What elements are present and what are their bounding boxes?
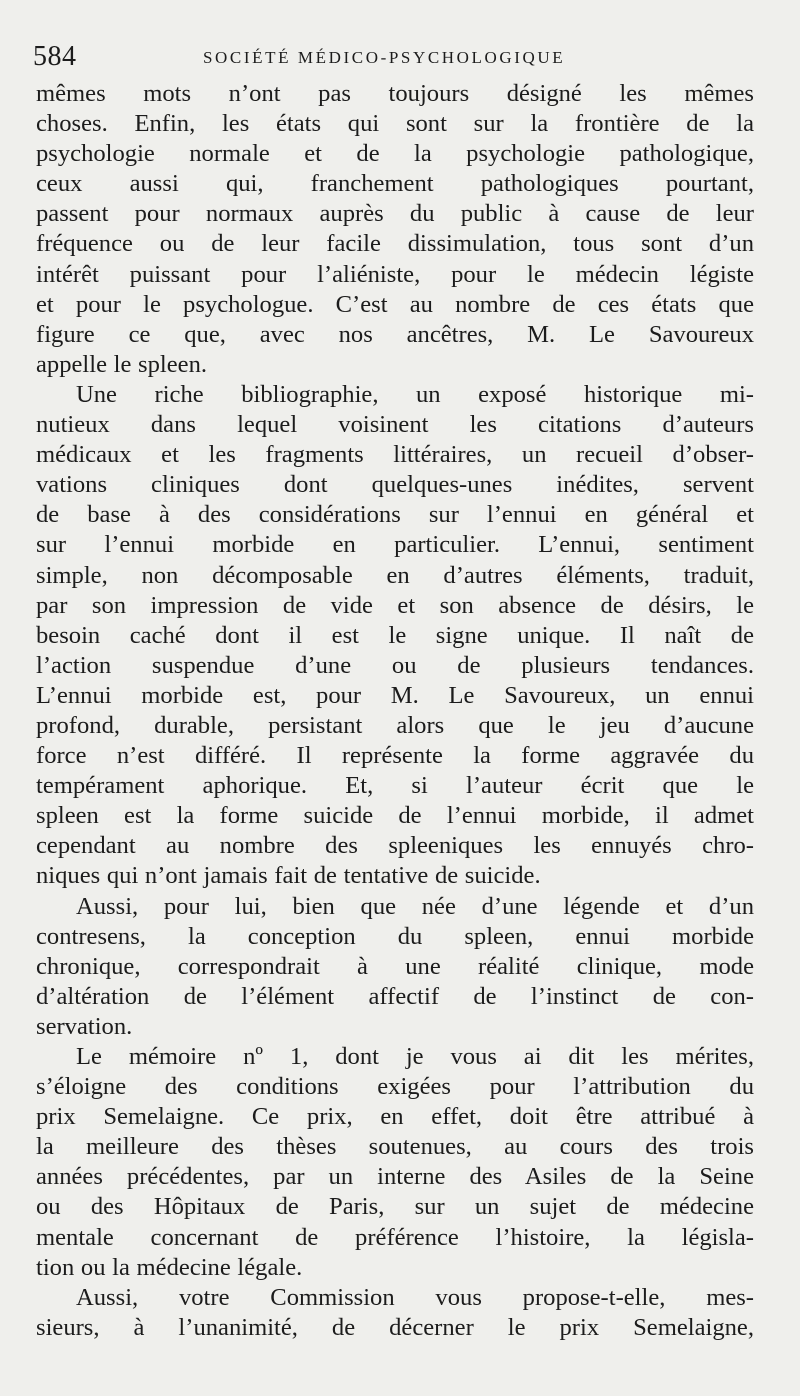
text-line: et pour le psychologue. C’est au nombre de ces états que <box>36 290 754 318</box>
page-number: 584 <box>33 41 77 72</box>
text-line: vations cliniques dont quelques-unes inédites, servent <box>36 471 754 499</box>
text-line: chronique, correspondrait à une réalité clinique, mode <box>36 952 754 980</box>
text-line: nutieux dans lequel voisinent les citations d’auteurs <box>36 411 754 439</box>
text-line: force n’est différé. Il représente la forme aggravée du <box>36 742 754 770</box>
text-line: choses. Enfin, les états qui sont sur la frontière de la <box>36 110 754 138</box>
text-line: Une riche bibliographie, un exposé historique mi- <box>76 380 754 408</box>
text-line: prix Semelaigne. Ce prix, en effet, doit être attribué à <box>36 1103 754 1131</box>
text-line: par son impression de vide et son absence de désirs, le <box>36 591 754 619</box>
running-title: SOCIÉTÉ MÉDICO-PSYCHOLOGIQUE <box>203 48 566 67</box>
text-line: simple, non décomposable en d’autres éléments, traduit, <box>36 561 754 589</box>
text-line: passent pour normaux auprès du public à cause de leur <box>36 200 754 228</box>
text-line: ceux aussi qui, franchement pathologiques pourtant, <box>36 170 754 198</box>
text-line: fréquence ou de leur facile dissimulation, tous sont d’un <box>36 230 754 258</box>
text-line: s’éloigne des conditions exigées pour l’attribution du <box>36 1073 754 1101</box>
text-line: tempérament aphorique. Et, si l’auteur écrit que le <box>36 772 754 800</box>
text-line: spleen est la forme suicide de l’ennui morbide, il admet <box>36 802 754 830</box>
text-line: Le mémoire nº 1, dont je vous ai dit les mérites, <box>76 1043 754 1070</box>
text-line: sieurs, à l’unanimité, de décerner le prix Semelaigne, <box>36 1313 754 1341</box>
text-line: tion ou la médecine légale. <box>36 1253 303 1281</box>
text-line: la meilleure des thèses soutenues, au cours des trois <box>36 1133 754 1161</box>
text-line: mêmes mots n’ont pas toujours désigné les mêmes <box>36 80 754 107</box>
text-line: contresens, la conception du spleen, ennui morbide <box>36 922 754 950</box>
text-line: médicaux et les fragments littéraires, un recueil d’obser- <box>36 441 754 469</box>
text-line: l’action suspendue d’une ou de plusieurs tendances. <box>36 651 754 679</box>
text-line: servation. <box>36 1012 133 1040</box>
text-line: psychologie normale et de la psychologie pathologique, <box>36 140 754 168</box>
text-line: ou des Hôpitaux de Paris, sur un sujet de médecine <box>36 1193 754 1221</box>
body-text <box>36 79 754 1343</box>
text-line: profond, durable, persistant alors que le jeu d’aucune <box>36 711 754 739</box>
text-line: Aussi, votre Commission vous propose-t-elle, mes- <box>76 1283 754 1311</box>
page-header <box>33 40 753 74</box>
text-line: mentale concernant de préférence l’histoire, la législa- <box>36 1223 754 1251</box>
text-line: appelle le spleen. <box>36 350 208 378</box>
text-line: L’ennui morbide est, pour M. Le Savoureux, un ennui <box>36 681 754 709</box>
text-line: intérêt puissant pour l’aliéniste, pour le médecin légiste <box>36 260 754 288</box>
text-line: niques qui n’ont jamais fait de tentative de suicide. <box>36 862 541 890</box>
text-line: sur l’ennui morbide en particulier. L’ennui, sentiment <box>36 531 754 559</box>
text-line: figure ce que, avec nos ancêtres, M. Le Savoureux <box>36 320 754 348</box>
text-line: besoin caché dont il est le signe unique. Il naît de <box>36 621 754 649</box>
text-line: Aussi, pour lui, bien que née d’une légende et d’un <box>76 892 754 920</box>
text-line: de base à des considérations sur l’ennui en général et <box>36 501 754 529</box>
text-line: cependant au nombre des spleeniques les ennuyés chro- <box>36 832 754 860</box>
text-line: d’altération de l’élément affectif de l’instinct de con- <box>36 982 754 1010</box>
text-line: années précédentes, par un interne des Asiles de la Seine <box>36 1163 754 1191</box>
